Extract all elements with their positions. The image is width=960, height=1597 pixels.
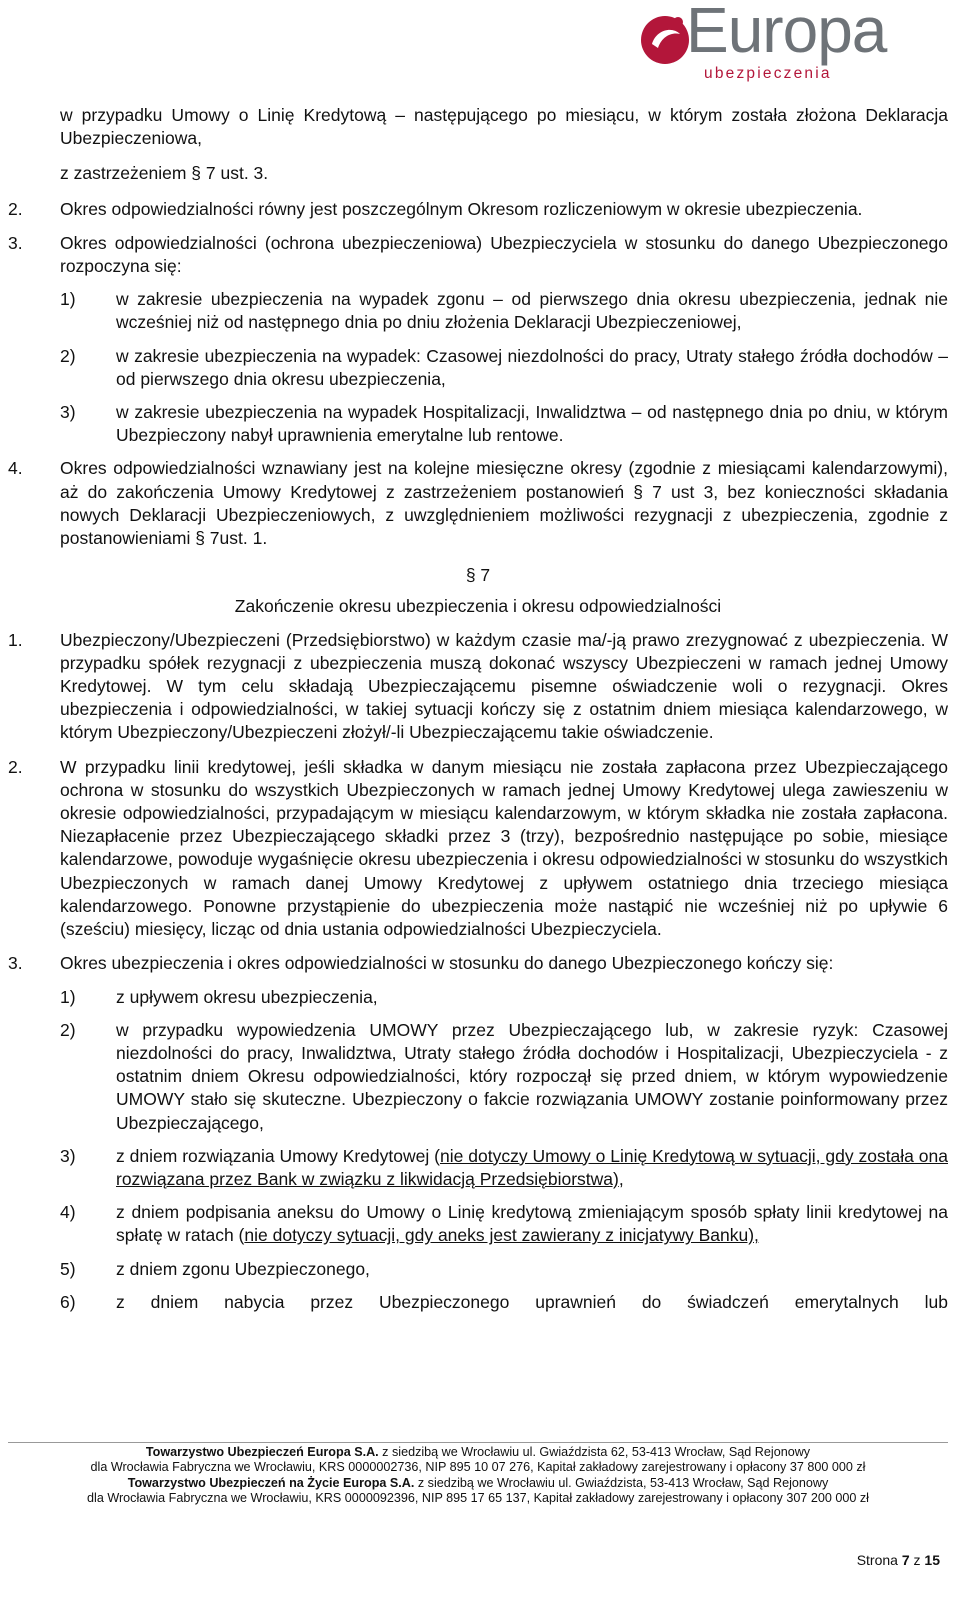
list-item xyxy=(60,288,948,334)
numbered-paragraph xyxy=(8,198,948,221)
paragraph: z zastrzeżeniem § 7 ust. 3. xyxy=(60,163,269,184)
item-text: w zakresie ubezpieczenia na wypadek zgonu – od pierwszego dnia okresu ubezpieczenia, jednak nie wcześniej niż od następnego dnia po dniu złożenia Deklaracji Ubezpieczeniowej, xyxy=(116,289,948,333)
paragraph-text: Okres ubezpieczenia i okres odpowiedzialności w stosunku do danego Ubezpieczonego kończy się: xyxy=(60,953,834,974)
company-logo xyxy=(638,0,944,86)
page-footer xyxy=(8,1442,948,1507)
item-number: 5) xyxy=(60,1258,76,1279)
list-item xyxy=(60,345,948,391)
list-item xyxy=(60,1201,948,1247)
section-number: § 7 xyxy=(465,565,491,586)
item-text-part: z dniem rozwiązania Umowy Kredytowej ( xyxy=(116,1145,440,1166)
item-number: 1) xyxy=(60,986,76,1007)
company-name: Towarzystwo Ubezpieczeń na Życie Europa S.A. xyxy=(127,1475,415,1490)
numbered-paragraph xyxy=(8,232,948,278)
paragraph-text: W przypadku linii kredytowej, jeśli składka w danym miesiącu nie została zapłacona przez Ubezpieczającego ochrona w stosunku do wszystkich Ubezpieczonych w ramach jednej Umowy Kredytowej ulega zawieszeniu w okresie odpowiedzialności, przypadającym w miesiącu kalendarzowym, w którym składka nie została zapłacona. Niezapłacenie przez Ubezpieczającego składki przez 3 (trzy), bezpośrednio następujące po sobie, miesiące kalendarzowe, powoduje wygaśnięcie okresu ubezpieczenia i okresu odpowiedzialności w stosunku do wszystkich Ubezpieczonych w ramach danej Umowy Kredytowej z upływem ostatniego dnia trzeciego miesiąca kalendarzowego. Ponowne przystąpienie do ubezpieczenia może nastąpić nie wcześniej niż po upływie 6 (sześciu) miesięcy, licząc od dnia ustania odpowiedzialności Ubezpieczyciela. xyxy=(60,756,948,940)
item-text xyxy=(116,1145,948,1191)
page-current: 7 xyxy=(901,1552,910,1568)
list-item xyxy=(60,986,948,1009)
paragraph-number: 4. xyxy=(8,458,23,479)
footer-text: z siedzibą we Wrocławiu ul. Gwiaździsta 62, 53-413 Wrocław, Sąd Rejonowy xyxy=(378,1445,811,1459)
footer-line xyxy=(8,1445,948,1460)
europa-logo-mark-icon xyxy=(638,10,692,70)
paragraph-number: 1. xyxy=(8,629,23,650)
underlined-exception: nie dotyczy Umowy o Linię Kredytową w sytuacji, gdy została ona rozwiązana przez Bank w związku z likwidacją Przedsiębiorstwa) xyxy=(116,1145,948,1189)
item-text: z dniem nabycia przez Ubezpieczonego uprawnień do świadczeń emerytalnych lub xyxy=(116,1291,948,1312)
item-text: w przypadku wypowiedzenia UMOWY przez Ubezpieczającego lub, w zakresie ryzyk: Czasowej niezdolności do pracy, Inwalidztwa, Utraty stałego źródła dochodów i Hospitalizacji, Ubezpieczyciela - z ostatnim dniem Okresu odpowiedzialności, który rozpoczął się przed dniem, w którym wypowiedzenie UMOWY stało się skuteczne. Ubezpieczony o fakcie rozwiązania UMOWY zostanie poinformowany przez Ubezpieczającego, xyxy=(116,1019,948,1133)
list-item xyxy=(60,1291,948,1314)
footer-line: dla Wrocławia Fabryczna we Wrocławiu, KRS 0000002736, NIP 895 10 07 276, Kapitał zakładowy zarejestrowany i opłacony 37 800 000 zł xyxy=(90,1460,866,1475)
item-number: 3) xyxy=(60,402,76,423)
page-number xyxy=(857,1552,940,1568)
item-text-part: , xyxy=(618,1168,624,1189)
list-item xyxy=(60,1145,948,1191)
item-number: 6) xyxy=(60,1291,76,1312)
list-item xyxy=(60,401,948,447)
paragraph-number: 3. xyxy=(8,232,23,253)
item-number: 4) xyxy=(60,1202,76,1223)
item-text: z dniem zgonu Ubezpieczonego, xyxy=(116,1258,370,1279)
page-total: 15 xyxy=(924,1552,940,1568)
footer-line: dla Wrocławia Fabryczna we Wrocławiu, KRS 0000092396, NIP 895 17 65 137, Kapitał zakładowy zarejestrowany i opłacony 307 200 000 zł xyxy=(87,1491,869,1506)
paragraph-number: 3. xyxy=(8,953,23,974)
item-number: 1) xyxy=(60,289,76,310)
list-item xyxy=(60,1019,948,1135)
item-text xyxy=(116,1201,948,1247)
numbered-paragraph xyxy=(8,629,948,745)
company-name: Towarzystwo Ubezpieczeń Europa S.A. xyxy=(145,1445,379,1459)
paragraph: w przypadku Umowy o Linię Kredytową – następującego po miesiącu, w którym została złożona Deklaracja Ubezpieczeniowa, xyxy=(60,105,948,149)
paragraph-number: 2. xyxy=(8,756,23,777)
paragraph-text: Okres odpowiedzialności wznawiany jest na kolejne miesięczne okresy (zgodnie z miesiącami kalendarzowymi), aż do zakończenia Umowy Kredytowej z zastrzeżeniem postanowień § 7 ust 3, bez konieczności składania nowych Deklaracji Ubezpieczeniowych, z uwzględnieniem możliwości rezygnacji z ubezpieczenia, zgodnie z postanowieniami § 7ust. 1. xyxy=(60,458,948,549)
item-number: 3) xyxy=(60,1145,76,1166)
item-text: w zakresie ubezpieczenia na wypadek: Czasowej niezdolności do pracy, Utraty stałego źródła dochodów – od pierwszego dnia okresu ubezpieczenia, xyxy=(116,345,948,389)
item-text: w zakresie ubezpieczenia na wypadek Hospitalizacji, Inwalidztwa – od następnego dnia po dniu, w którym Ubezpieczony nabył uprawnienia emerytalne lub rentowe. xyxy=(116,402,948,446)
section-title: Zakończenie okresu ubezpieczenia i okresu odpowiedzialności xyxy=(234,596,722,617)
footer-line xyxy=(8,1476,948,1491)
item-text: z upływem okresu ubezpieczenia, xyxy=(116,986,378,1007)
paragraph-text: Ubezpieczony/Ubezpieczeni (Przedsiębiorstwo) w każdym czasie ma/-ją prawo zrezygnować z ubezpieczenia. W przypadku spółek rezygnacji z ubezpieczenia muszą dokonać wszyscy Ubezpieczeni w ramach jednej Umowy Kredytowej. W tym celu składają Ubezpieczającemu pisemne oświadczenie woli o rezygnacji. Okres ubezpieczenia i odpowiedzialności, w takiej sytuacji kończy się z ostatnim dniem miesiąca kalendarzowego, w którym Ubezpieczony/Ubezpieczeni złożył/-li Ubezpieczającemu takie oświadczenie. xyxy=(60,629,948,743)
document-body xyxy=(8,104,948,1324)
page-sep: z xyxy=(913,1552,921,1568)
logo-brand-text: Europa xyxy=(686,0,887,66)
logo-tagline: ubezpieczenia xyxy=(704,65,832,82)
underlined-exception: nie dotyczy sytuacji, gdy aneks jest zawierany z inicjatywy Banku), xyxy=(244,1225,759,1246)
paragraph-text: Okres odpowiedzialności (ochrona ubezpieczeniowa) Ubezpieczyciela w stosunku do danego Ubezpieczonego rozpoczyna się: xyxy=(60,232,948,277)
item-text-part: z dniem podpisania aneksu do Umowy o Linię kredytową zmieniającym sposób spłaty linii kredytowej na spłatę w ratach ( xyxy=(116,1202,948,1246)
footer-text: z siedzibą we Wrocławiu ul. Gwiaździsta, 53-413 Wrocław, Sąd Rejonowy xyxy=(414,1475,829,1490)
page-label: Strona xyxy=(856,1552,898,1568)
numbered-paragraph xyxy=(8,756,948,942)
paragraph-text: Okres odpowiedzialności równy jest poszczególnym Okresom rozliczeniowym w okresie ubezpieczenia. xyxy=(60,198,863,219)
numbered-paragraph xyxy=(8,952,948,975)
item-number: 2) xyxy=(60,1019,76,1040)
list-item xyxy=(60,1258,948,1281)
paragraph-number: 2. xyxy=(8,198,23,219)
numbered-paragraph xyxy=(8,457,948,550)
item-number: 2) xyxy=(60,345,76,366)
